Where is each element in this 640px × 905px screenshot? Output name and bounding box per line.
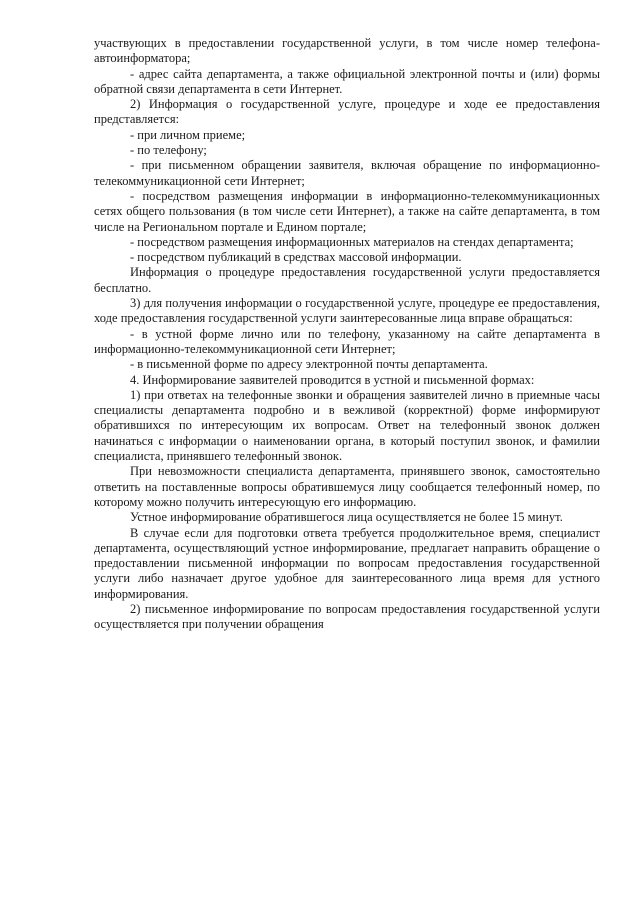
list-item-website: - адрес сайта департамента, а также официальной электронной почты и (или) формы обратной связи департамента в сети Интернет. [94, 66, 600, 96]
document-body [94, 36, 600, 633]
paragraph-phone-answers: 1) при ответах на телефонные звонки и обращения заявителей лично в приемные часы специалисты департамента подробно и в вежливой (корректной) форме информируют обратившихся по интересующим их вопросам. Ответ на телефонный звонок должен начинаться с информации о наименовании органа, в который поступил звонок, и фамилии специалиста, принявшего телефонный звонок. [94, 387, 600, 464]
paragraph-long-answer: В случае если для подготовки ответа требуется продолжительное время, специалист департамента, осуществляющий устное информирование, предлагает направить обращение о предоставлении письменной информации по вопросам предоставления государственной услуги либо назначает другое удобное для заинтересованного лица время для устного информирования. [94, 525, 600, 601]
list-item-written: - при письменном обращении заявителя, включая обращение по информационно-телекоммуникационной сети Интернет; [94, 158, 600, 188]
paragraph-written-info: 2) письменное информирование по вопросам предоставления государственной услуги осуществляется при получении обращения [94, 601, 600, 632]
list-item-internet: - посредством размещения информации в информационно-телекоммуникационных сетях общего пользования (в том числе сети Интернет), а также на сайте департамента, в том числе на Региональном портале и Едином портале; [94, 188, 600, 234]
list-item-email: - в письменной форме по адресу электронной почты департамента. [130, 357, 488, 372]
paragraph-impossibility: При невозможности специалиста департамента, принявшего звонок, самостоятельно ответить на поставленные вопросы обратившемуся лицу сообщается телефонный номер, по которому можно получить интересующую его информацию. [94, 464, 600, 509]
list-item-stands: - посредством размещения информационных материалов на стендах департамента; [130, 234, 574, 249]
list-item-personal: - при личном приеме; [130, 127, 246, 142]
paragraph-continuation: участвующих в предоставлении государственной услуги, в том числе номер телефона-автоинформатора; [94, 36, 600, 66]
paragraph-duration: Устное информирование обратившегося лица осуществляется не более 15 минут. [130, 510, 563, 525]
list-item-oral: - в устной форме лично или по телефону, указанному на сайте департамента в информационно-телекоммуникационной сети Интернет; [94, 326, 600, 356]
paragraph-section-4: 4. Информирование заявителей проводится в устной и письменной формах: [130, 372, 535, 387]
list-item-phone: - по телефону; [130, 143, 207, 158]
paragraph-obtaining-info: 3) для получения информации о государственной услуге, процедуре ее предоставления, ходе предоставления государственной услуги заинтересованные лица вправе обращаться: [94, 296, 600, 326]
paragraph-free-info: Информация о процедуре предоставления государственной услуги предоставляется бесплатно. [94, 265, 600, 295]
paragraph-info-provided: 2) Информация о государственной услуге, процедуре и ходе ее предоставления представляется: [94, 97, 600, 127]
list-item-media: - посредством публикаций в средствах массовой информации. [130, 250, 462, 265]
